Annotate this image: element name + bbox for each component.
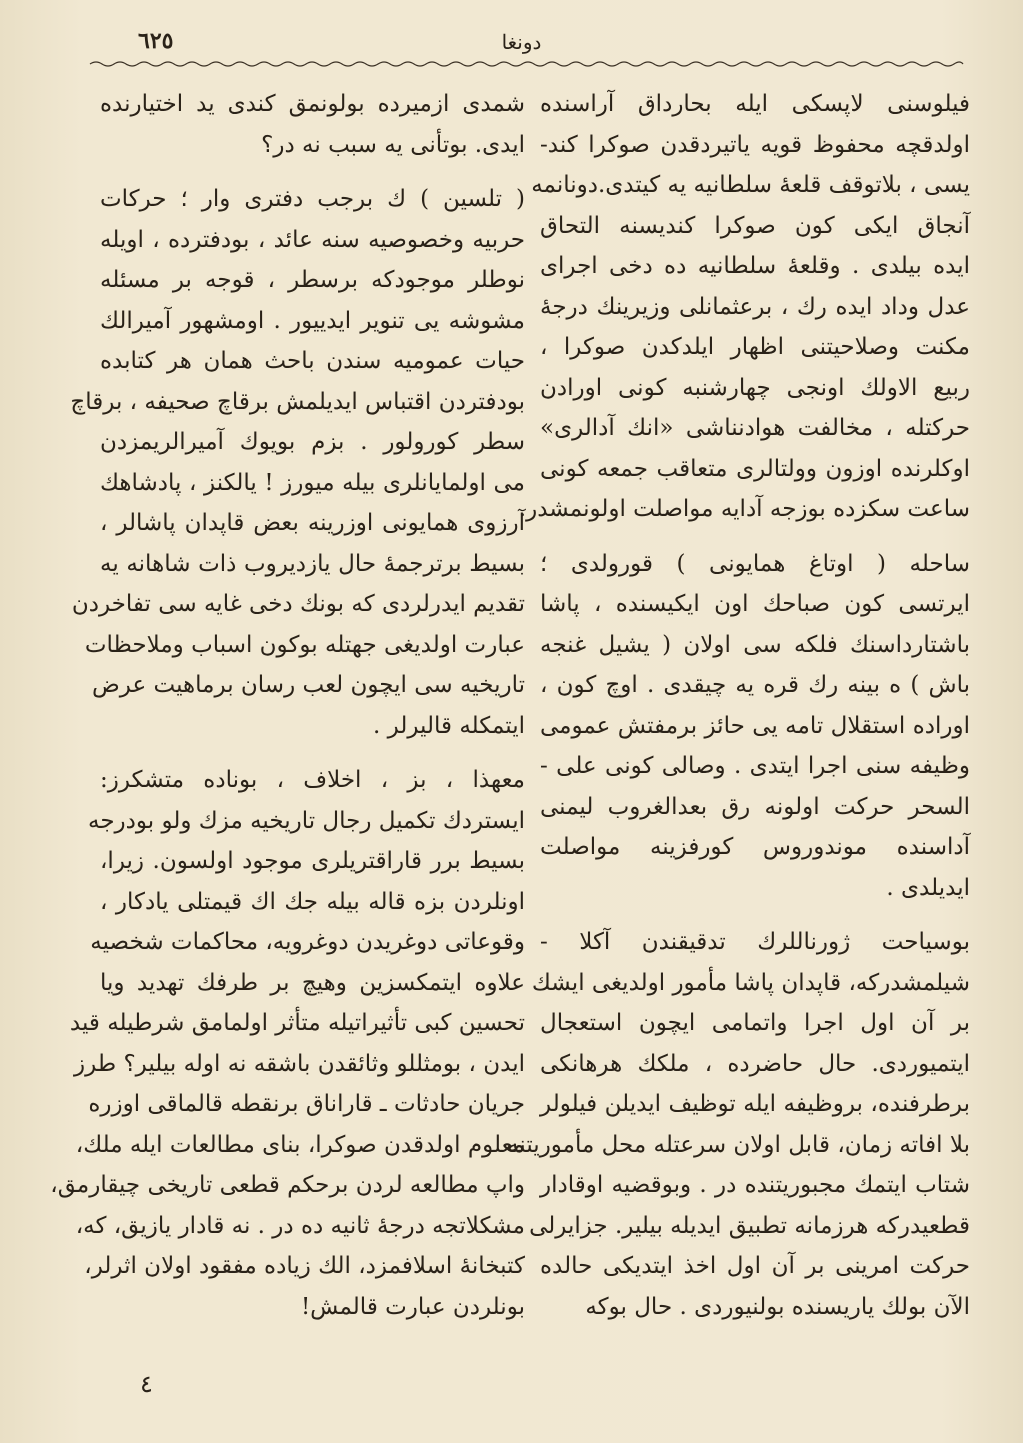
header-rule <box>90 60 963 68</box>
text-line: ساعت سکزده بوزجه آدایه مواصلت اولونمشدر. <box>518 496 970 522</box>
text-line: بسیط برترجمهٔ حال یازدیروب ذات شاهانه یه <box>100 550 525 577</box>
text-line: یسی ، بلاتوقف قلعهٔ سلطانیه یه کیتدی.دونانمه <box>531 172 970 198</box>
left-column <box>50 84 526 1327</box>
text-line: کتبخانهٔ اسلافمزد، الك زیاده مفقود اولان اثرلر، <box>84 1253 525 1279</box>
text-line: ایستردك تکمیل رجال تاریخیه مزك ولو بودرجه <box>88 807 525 834</box>
text-line: السحر حرکت اولونه رق بعدالغروب لیمنی <box>540 793 970 820</box>
text-line: معهذا ، بز ، اخلاف ، بوناده متشکرز: <box>100 767 525 793</box>
page-number: ٦٢٥ <box>138 28 174 54</box>
text-line: می اولمایانلری بیله میورز ! یالکنز ، پادشاهك <box>100 469 525 496</box>
paragraph <box>70 179 526 746</box>
text-line: عبارت اولدیغی جهتله بوکون اسباب وملاحظات <box>84 631 525 658</box>
text-line: بودفتردن اقتباس ایدیلمش برقاچ صحیفه ، برقاچ <box>70 388 525 415</box>
text-line: وقوعاتی دوغریدن دوغرویه، محاکمات شخصیه <box>90 929 525 955</box>
text-line: حربیه وخصوصیه سنه عائد ، بودفترده ، اویله <box>100 226 526 253</box>
text-line: علاوه ایتمکسزین وهیچ بر طرفك تهدید ویا <box>100 969 525 996</box>
paragraph-gap <box>540 530 970 544</box>
text-line: بر آن اول اجرا واتمامی ایچون استعجال <box>540 1010 970 1036</box>
signature-mark: ٤ <box>140 1370 153 1398</box>
text-line: شمدی ازمیرده بولونمق کندی ید اختیارنده <box>100 91 525 117</box>
text-line: برطرفنده، بروظیفه ایله توظیف ایدیلن فیلولر <box>540 1091 970 1117</box>
text-line: شتاب ایتمك مجبوریتنده در . وبوقضیه اوقادار <box>540 1172 970 1198</box>
text-line: ساحله ( اوتاغ همایونی ) قورولدی ؛ <box>540 550 970 577</box>
text-line: آرزوی همایونی اوزرینه بعض قاپدان پاشالر ، <box>100 510 525 536</box>
running-title: دونغا <box>501 30 542 54</box>
paragraph-gap <box>100 165 525 179</box>
text-line: شیلمشدرکه، قاپدان پاشا مأمور اولدیغی ایشك <box>531 969 970 996</box>
text-line: اوکلرنده اوزون وولتالری متعاقب جمعه کونی <box>540 455 970 482</box>
paragraph <box>100 84 525 165</box>
text-line: حرکتله ، مخالفت هوادنناشی «انك آدالری» <box>540 415 970 441</box>
paragraph <box>507 922 970 1327</box>
text-line: تاریخیه سی ایچون لعب رسان برماهیت عرض <box>91 672 525 698</box>
text-line: واپ مطالعه لردن برحکم قطعی تاریخی چیقارمق، <box>50 1172 525 1198</box>
paragraph-gap <box>540 908 970 922</box>
text-line: ایده بیلدی . وقلعهٔ سلطانیه ده دخی اجرای <box>540 253 970 279</box>
text-line: مکنت وصلاحیتنی اظهار ایلدکدن صوکرا ، <box>540 334 970 360</box>
text-line: سطر کورولور . بزم بویوك آمیرالریمزدن <box>100 429 525 455</box>
text-line: ربیع الاولك اونجی چهارشنبه کونی اورادن <box>540 374 970 401</box>
text-line: وظیفه سنی اجرا ایتدی . وصالی کونی علی - <box>540 753 970 779</box>
text-line: بسیط برر قاراقتریلری موجود اولسون. زیرا، <box>100 848 525 874</box>
text-line: ایرتسی کون صباحك اون ایکیسنده ، پاشا <box>540 591 970 617</box>
text-line: معلوم اولدقدن صوکرا، بنای مطالعات ایله ملك، <box>75 1131 525 1158</box>
text-line: باشتارداسنك فلکه سی اولان ( یشیل غنجه <box>540 631 970 658</box>
text-line: ( تلسین ) ك برجب دفتری وار ؛ حرکات <box>100 186 525 212</box>
text-line: بونلردن عبارت قالمش! <box>300 1293 525 1320</box>
text-line: ایتمکله قالیرلر . <box>373 712 525 739</box>
text-line: مشوشه یی تنویر ایدییور . اومشهور آمیرالك <box>100 307 525 334</box>
text-line: اولدقچه محفوظ قویه یاتیردقدن صوکرا کند- <box>540 131 970 158</box>
paragraph-gap <box>100 746 525 760</box>
text-line: آداسنده موندوروس کورفزینه مواصلت <box>540 834 970 860</box>
text-line: اوراده استقلال تامه یی حائز برمفتش عمومی <box>540 712 970 739</box>
text-line: نوطلر موجودکه برسطر ، قوجه بر مسئله <box>100 267 525 293</box>
text-line: مشکلاتجه درجهٔ ثانیه ده در . نه قادار یازیق، که، <box>75 1212 525 1239</box>
page-header <box>90 28 953 64</box>
right-column <box>507 84 970 1327</box>
text-line: حرکت امرینی بر آن اول اخذ ایتدیکی حالده <box>540 1253 970 1279</box>
paragraph <box>50 760 525 1327</box>
text-line: ایدن ، بومثللو وثائقدن باشقه نه اوله بیلیر؟ طرز <box>74 1050 525 1077</box>
paragraph <box>540 544 970 909</box>
text-line: اونلردن بزه قاله بیله جك اك قیمتلی یادکار ، <box>100 888 525 915</box>
text-line: ایدیلدی . <box>886 874 970 901</box>
text-line: باش ) ه بینه رك قره یه چیقدی . اوچ کون ، <box>540 672 970 698</box>
text-line: ایتمیوردی. حال حاضرده ، ملکك هرهانکی <box>540 1050 970 1077</box>
text-line: قطعیدرکه هرزمانه تطبیق ایدیله بیلیر. جزایرلی <box>529 1212 970 1239</box>
wavy-rule-ornament <box>90 60 963 68</box>
text-line: تقدیم ایدرلردی که بونك دخی غایه سی تفاخردن <box>71 591 525 617</box>
text-line: تحسین کبی تأثیراتیله متأثر اولمامق شرطیله قید <box>69 1010 525 1036</box>
text-line: عدل وداد ایده رك ، برعثمانلی وزیرینك درجهٔ <box>540 293 970 320</box>
text-line: فیلوسنی لاپسکی ایله بحارداق آراسنده <box>540 91 970 117</box>
paragraph <box>518 84 970 530</box>
text-line: الآن بولك یاریسنده بولنیوردی . حال بوکه <box>585 1293 970 1320</box>
text-line: حیات عمومیه سندن باحث همان هر کتابده <box>100 348 525 374</box>
text-line: بلا افاته زمان، قابل اولان سرعتله محل مأموریتنه <box>507 1131 970 1158</box>
text-line: بوسیاحت ژورناللرك تدقیقندن آکلا - <box>540 929 970 955</box>
text-line: ایدی. بوتأنی یه سبب نه در؟ <box>261 131 525 158</box>
text-line: جریان حادثات ـ قاراناق برنقطه قالماقی اوزره <box>88 1091 525 1117</box>
text-line: آنجاق ایکی کون صوکرا کندیسنه التحاق <box>540 212 970 239</box>
